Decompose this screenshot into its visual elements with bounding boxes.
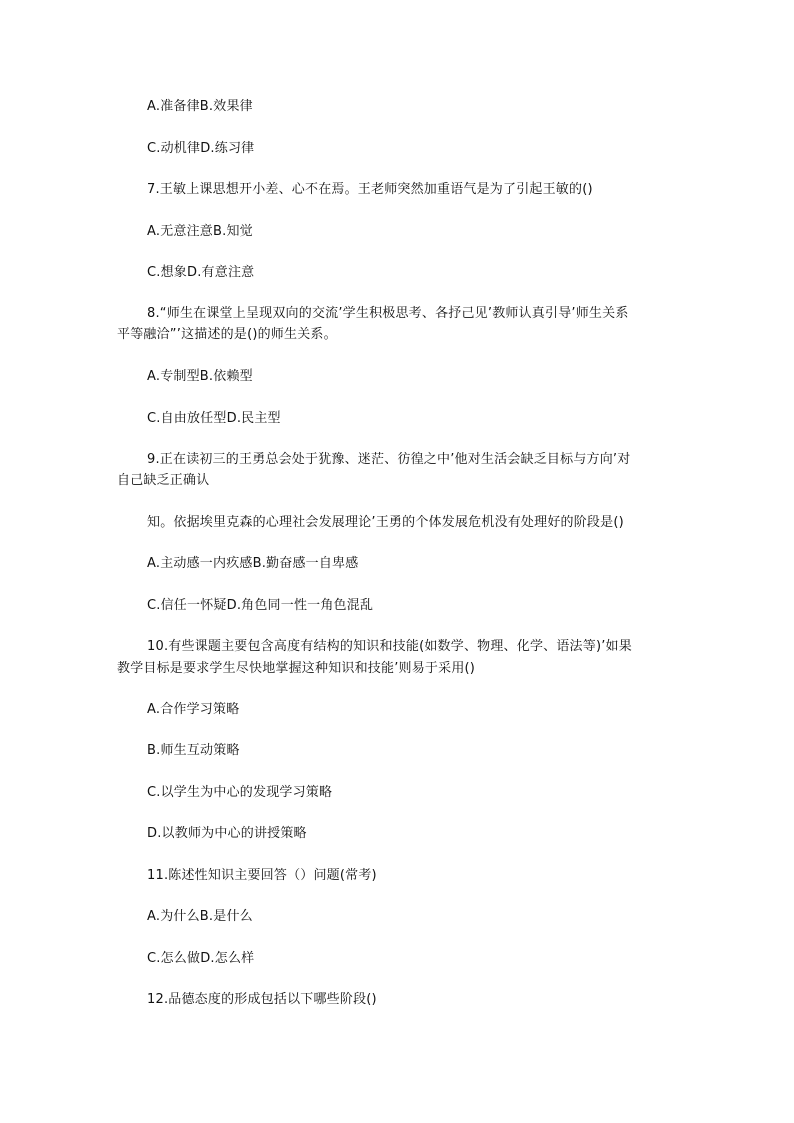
option-line: A.专制型B.依赖型 — [147, 369, 253, 384]
option-line: B.师生互动策略 — [147, 743, 240, 758]
option-line: C.动机律D.练习律 — [147, 141, 255, 156]
question-12: 12.品德态度的形成包括以下哪些阶段() — [147, 992, 377, 1007]
option-line: A.无意注意B.知觉 — [147, 224, 253, 239]
question-7: 7.王敏上课思想开小差、心不在焉。王老师突然加重语气是为了引起王敏的() — [147, 182, 593, 197]
option-line: A.准备律B.效果律 — [147, 99, 253, 114]
question-9-continuation: 自己缺乏正确认 — [117, 473, 210, 488]
option-line: C.怎么做D.怎么样 — [147, 951, 255, 966]
option-line: C.自由放任型D.民主型 — [147, 411, 281, 426]
question-9-continuation: 知。依据埃里克森的心理社会发展理论’王勇的个体发展危机没有处理好的阶段是() — [147, 515, 624, 530]
question-8: 8.“师生在课堂上呈现双向的交流’学生积极思考、各抒己见’教师认真引导’师生关系 — [147, 306, 629, 321]
option-line: A.合作学习策略 — [147, 702, 240, 717]
question-9: 9.正在读初三的王勇总会处于犹豫、迷茫、彷徨之中’他对生活会缺乏目标与方向’对 — [147, 452, 631, 467]
option-line: A.为什么B.是什么 — [147, 909, 253, 924]
option-line: C.以学生为中心的发现学习策略 — [147, 785, 333, 800]
question-8-continuation: 平等融洽”’这描述的是()的师生关系。 — [117, 327, 337, 342]
question-10: 10.有些课题主要包含高度有结构的知识和技能(如数学、物理、化学、语法等)’如果 — [147, 639, 632, 654]
option-line: C.信任一怀疑D.角色同一性一角色混乱 — [147, 598, 374, 613]
question-10-continuation: 教学目标是要求学生尽快地掌握这种知识和技能’则易于采用() — [117, 661, 476, 676]
option-line: C.想象D.有意注意 — [147, 265, 255, 280]
option-line: D.以教师为中心的讲授策略 — [147, 826, 307, 841]
question-11: 11.陈述性知识主要回答（）问题(常考) — [147, 868, 377, 883]
option-line: A.主动感一内疚感B.勤奋感一自卑感 — [147, 556, 359, 571]
